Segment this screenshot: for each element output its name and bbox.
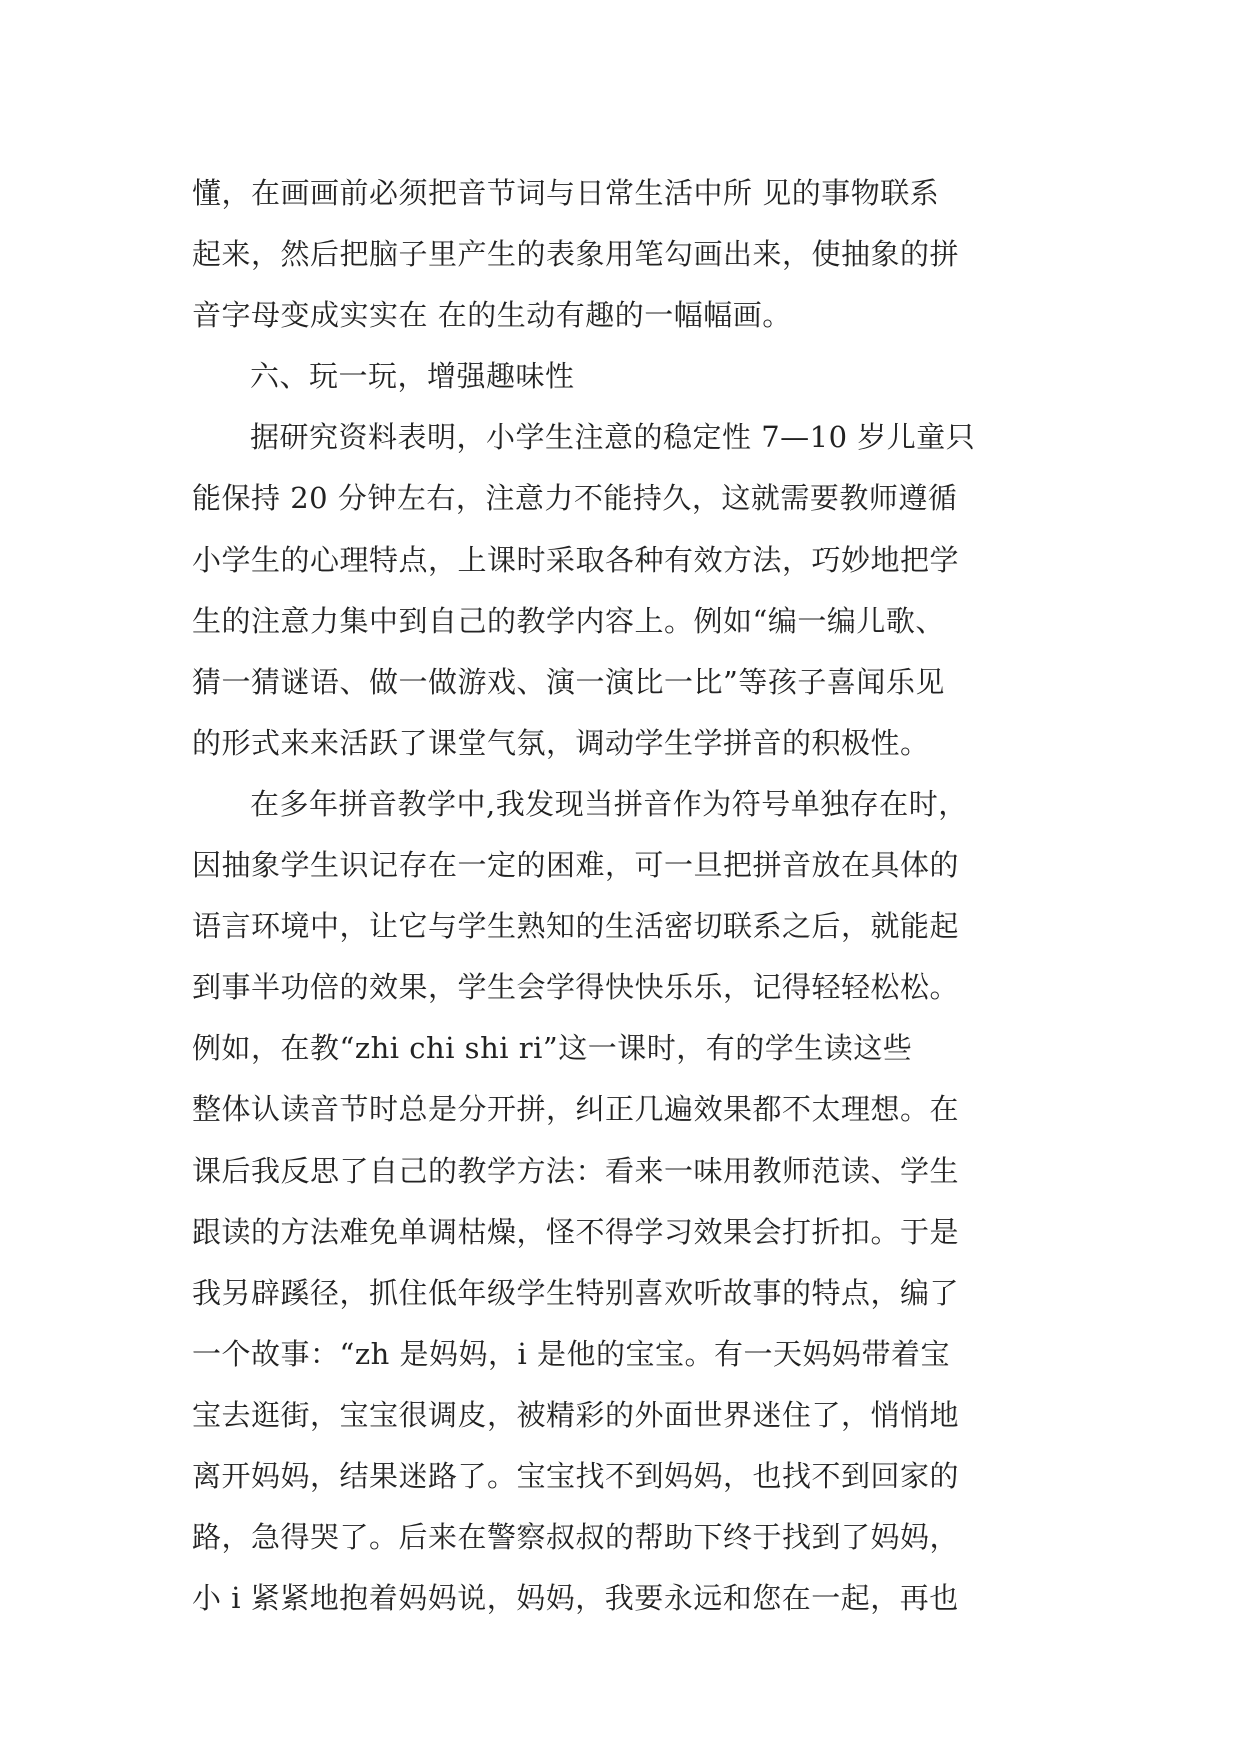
text-line: 猜一猜谜语、做一做游戏、演一演比一比”等孩子喜闻乐见 bbox=[192, 664, 945, 699]
section-heading: 六、玩一玩，增强趣味性 bbox=[250, 359, 575, 394]
text-line: 语言环境中，让它与学生熟知的生活密切联系之后，就能起 bbox=[192, 909, 960, 944]
paragraph-start-line: 在多年拼音教学中,我发现当拼音作为符号单独存在时， bbox=[250, 786, 968, 821]
text-line: 小学生的心理特点，上课时采取各种有效方法，巧妙地把学 bbox=[192, 542, 960, 577]
text-line: 路，急得哭了。后来在警察叔叔的帮助下终于找到了妈妈， bbox=[192, 1520, 960, 1555]
text-line: 懂，在画画前必须把音节词与日常生活中所 见的事物联系 bbox=[192, 176, 940, 210]
text-line: 课后我反思了自己的教学方法：看来一味用教师范读、学生 bbox=[192, 1153, 960, 1188]
text-line: 因抽象学生识记存在一定的困难，可一旦把拼音放在具体的 bbox=[192, 848, 960, 883]
text-line: 能保持 20 分钟左右，注意力不能持久，这就需要教师遵循 bbox=[192, 481, 958, 516]
text-line: 离开妈妈，结果迷路了。宝宝找不到妈妈，也找不到回家的 bbox=[192, 1458, 960, 1493]
text-line: 音字母变成实实在 在的生动有趣的一幅幅画。 bbox=[192, 298, 792, 333]
text-line: 一个故事：“zh 是妈妈，i 是他的宝宝。有一天妈妈带着宝 bbox=[192, 1336, 950, 1371]
text-line: 到事半功倍的效果，学生会学得快快乐乐，记得轻轻松松。 bbox=[192, 970, 960, 1005]
paragraph-start-line: 据研究资料表明，小学生注意的稳定性 7—10 岁儿童只 bbox=[250, 420, 976, 455]
text-line: 例如，在教“zhi chi shi ri”这一课时，有的学生读这些 bbox=[192, 1031, 913, 1066]
body-text bbox=[192, 163, 1052, 1629]
text-line: 小 i 紧紧地抱着妈妈说，妈妈，我要永远和您在一起，再也 bbox=[192, 1581, 959, 1616]
text-line: 我另辟蹊径，抓住低年级学生特别喜欢听故事的特点，编了 bbox=[192, 1275, 960, 1310]
text-line: 的形式来来活跃了课堂气氛，调动学生学拼音的积极性。 bbox=[192, 725, 930, 760]
text-line: 跟读的方法难免单调枯燥，怪不得学习效果会打折扣。于是 bbox=[192, 1214, 960, 1249]
text-line: 生的注意力集中到自己的教学内容上。例如“编一编儿歌、 bbox=[192, 603, 945, 638]
text-line: 宝去逛街，宝宝很调皮，被精彩的外面世界迷住了，悄悄地 bbox=[192, 1397, 960, 1432]
text-line: 整体认读音节时总是分开拼，纠正几遍效果都不太理想。在 bbox=[192, 1092, 960, 1127]
text-line: 起来，然后把脑子里产生的表象用笔勾画出来，使抽象的拼 bbox=[192, 237, 960, 272]
